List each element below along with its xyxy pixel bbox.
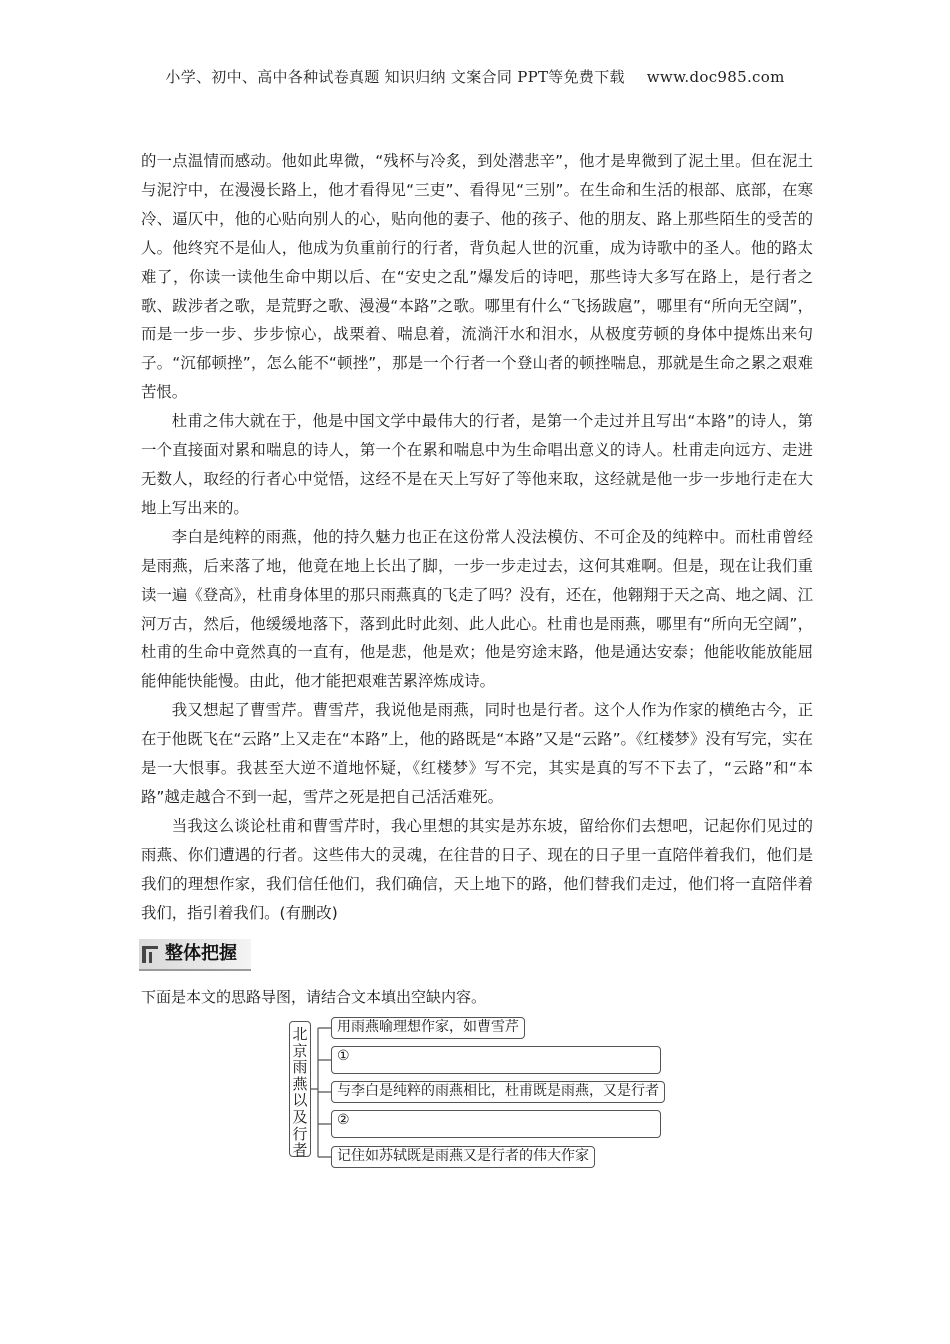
header-text: 小学、初中、高中各种试卷真题 知识归纳 文案合同 PPT等免费下载 xyxy=(165,68,625,86)
article-body xyxy=(141,147,813,927)
section-marker-icon xyxy=(142,946,158,963)
mind-map-node-5: 记住如苏轼既是雨燕又是行者的伟大作家 xyxy=(331,1146,595,1168)
mind-map-node-1: 用雨燕喻理想作家，如曹雪芹 xyxy=(331,1017,525,1039)
header-site[interactable]: www.doc985.com xyxy=(646,68,785,86)
article-paragraph-4: 我又想起了曹雪芹。曹雪芹，我说他是雨燕，同时也是行者。这个人作为作家的横绝古今，正在于他既飞在“云路”上又走在“本路”上，他的路既是“本路”又是“云路”。《红楼梦》没有写完，实在是一大恨事。我甚至大逆不道地怀疑，《红楼梦》写不完，其实是真的写不下去了，“云路”和“本路”越走越合不到一起，雪芹之死是把自己活活难死。 xyxy=(141,701,813,806)
mind-map-node-2-blank[interactable]: ① xyxy=(331,1046,661,1074)
mind-map-node-4-blank[interactable]: ② xyxy=(331,1110,661,1138)
article-paragraph-1: 的一点温情而感动。他如此卑微，“残杯与冷炙，到处潜悲辛”，他才是卑微到了泥土里。但在泥土与泥泞中，在漫漫长路上，他才看得见“三吏”、看得见“三别”。在生命和生活的根部、底部，在寒冷、逼仄中，他的心贴向别人的心，贴向他的妻子、他的孩子、他的朋友、路上那些陌生的受苦的人。他终究不是仙人，他成为负重前行的行者，背负起人世的沉重，成为诗歌中的圣人。他的路太难了，你读一读他生命中期以后、在“安史之乱”爆发后的诗吧，那些诗大多写在路上，是行者之歌、跋涉者之歌，是荒野之歌、漫漫“本路”之歌。哪里有什么“飞扬跋扈”，哪里有“所向无空阔”，而是一步一步、步步惊心，战栗着、喘息着，流淌汗水和泪水，从极度劳顿的身体中提炼出来句子。“沉郁顿挫”，怎么能不“顿挫”，那是一个行者一个登山者的顿挫喘息，那就是生命之累之艰难苦恨。 xyxy=(141,152,813,402)
instruction-text: 下面是本文的思路导图，请结合文本填出空缺内容。 xyxy=(141,988,487,1006)
mind-map-root: 北京雨燕以及行者 xyxy=(289,1021,311,1157)
mind-map-node-3: 与李白是纯粹的雨燕相比，杜甫既是雨燕，又是行者 xyxy=(331,1081,665,1103)
section-heading xyxy=(139,939,251,971)
article-paragraph-2: 杜甫之伟大就在于，他是中国文学中最伟大的行者，是第一个走过并且写出“本路”的诗人，第一个直接面对累和喘息的诗人，第一个在累和喘息中为生命唱出意义的诗人。杜甫走向远方、走进无数人，取经的行者心中觉悟，这经不是在天上写好了等他来取，这经就是他一步一步地行走在大地上写出来的。 xyxy=(141,412,813,517)
section-title: 整体把握 xyxy=(165,943,237,964)
article-paragraph-5: 当我这么谈论杜甫和曹雪芹时，我心里想的其实是苏东坡，留给你们去想吧，记起你们见过的雨燕、你们遭遇的行者。这些伟大的灵魂，在往昔的日子、现在的日子里一直陪伴着我们，他们是我们的理想作家，我们信任他们，我们确信，天上地下的路，他们替我们走过，他们将一直陪伴着我们，指引着我们。(有删改) xyxy=(141,816,813,922)
article-paragraph-3: 李白是纯粹的雨燕，他的持久魅力也正在这份常人没法模仿、不可企及的纯粹中。而杜甫曾经是雨燕，后来落了地，他竟在地上长出了脚，一步一步走过去，这何其难啊。但是，现在让我们重读一遍《登高》，杜甫身体里的那只雨燕真的飞走了吗？没有，还在，他翱翔于天之高、地之阔、江河万古，然后，他缓缓地落下，落到此时此刻、此人此心。杜甫也是雨燕，哪里有“所向无空阔”，杜甫的生命中竟然真的一直有，他是悲，他是欢；他是穷途末路，他是通达安泰；他能收能放能屈能伸能快能慢。由此，他才能把艰难苦累淬炼成诗。 xyxy=(141,527,813,691)
page-header xyxy=(0,66,950,87)
